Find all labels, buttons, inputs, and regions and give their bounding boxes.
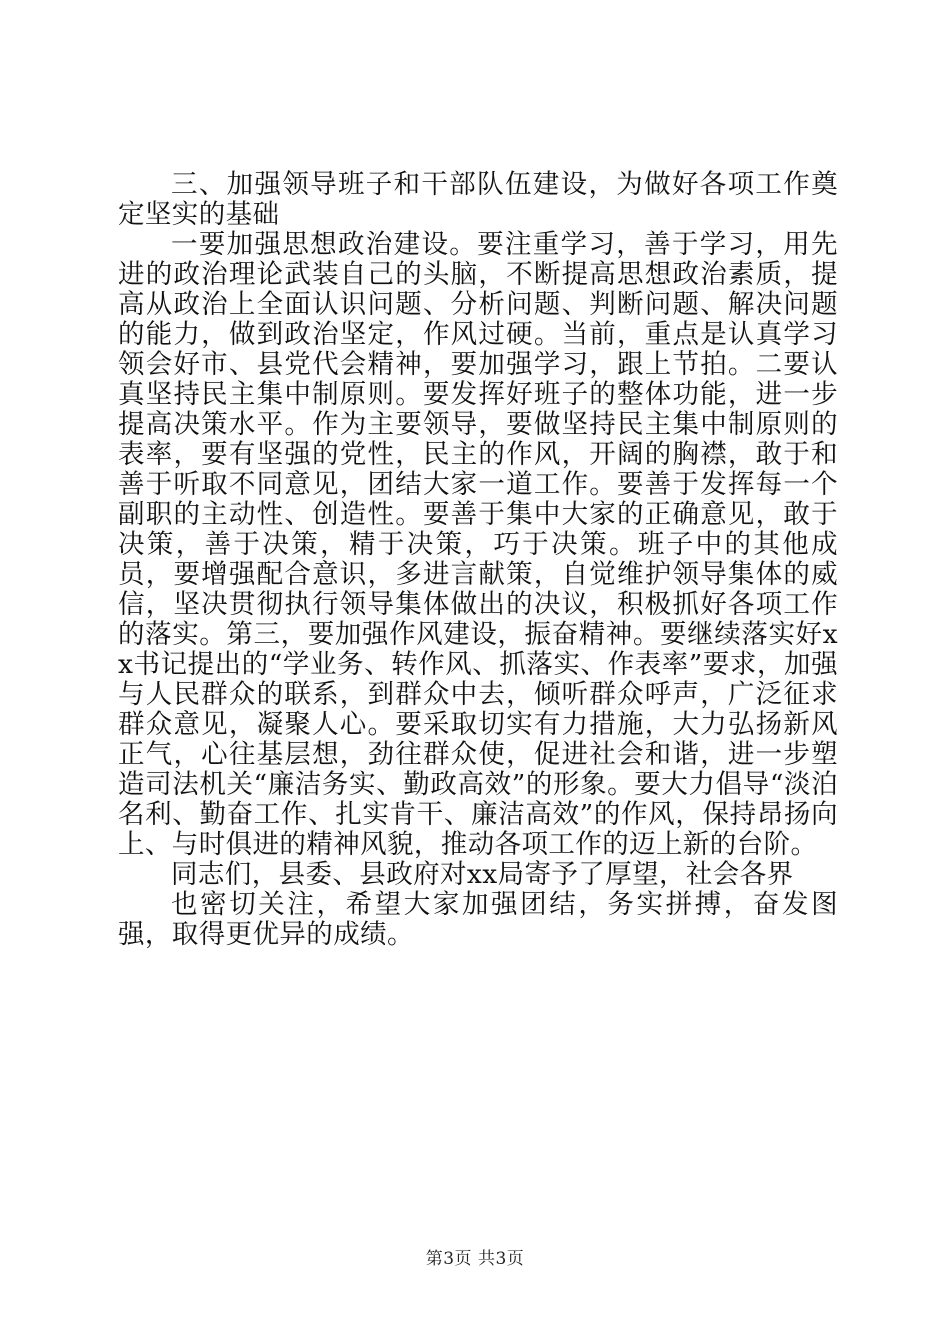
closing-paragraph: 同志们，县委、县政府对xx局寄予了厚望，社会各界 <box>171 859 794 890</box>
document-body <box>118 170 838 950</box>
section-heading: 三、加强领导班子和干部队伍建设，为做好各项工作奠定坚实的基础 <box>118 169 838 230</box>
page-number-footer: 第3页 共3页 <box>425 1249 525 1269</box>
closing-paragraph-continued: 也密切关注，希望大家加强团结，务实拼搏，奋发图强，取得更优异的成绩。 <box>118 889 838 950</box>
body-paragraph: 一要加强思想政治建设。要注重学习，善于学习，用先进的政治理论武装自己的头脑，不断提高思想政治素质，提高从政治上全面认识问题、分析问题、判断问题、解决问题的能力，做到政治坚定，作风过硬。当前，重点是认真学习领会好市、县党代会精神，要加强学习，跟上节拍。二要认真坚持民主集中制原则。要发挥好班子的整体功能，进一步提高决策水平。作为主要领导，要做坚持民主集中制原则的表率，要有坚强的党性，民主的作风，开阔的胸襟，敢于和善于听取不同意见，团结大家一道工作。要善于发挥每一个副职的主动性、创造性。要善于集中大家的正确意见，敢于决策，善于决策，精于决策，巧于决策。班子中的其他成员，要增强配合意识，多进言献策，自觉维护领导集体的威信，坚决贯彻执行领导集体做出的决议，积极抓好各项工作的落实。第三，要加强作风建设，振奋精神。要继续落实好xx书记提出的“学业务、转作风、抓落实、作表率”要求，加强与人民群众的联系，到群众中去，倾听群众呼声，广泛征求群众意见，凝聚人心。要采取切实有力措施，大力弘扬新风正气，心往基层想，劲往群众使，促进社会和谐，进一步塑造司法机关“廉洁务实、勤政高效”的形象。要大力倡导“淡泊名利、勤奋工作、扎实肯干、廉洁高效”的作风，保持昂扬向上、与时俱进的精神风貌，推动各项工作的迈上新的台阶。 <box>118 229 838 860</box>
